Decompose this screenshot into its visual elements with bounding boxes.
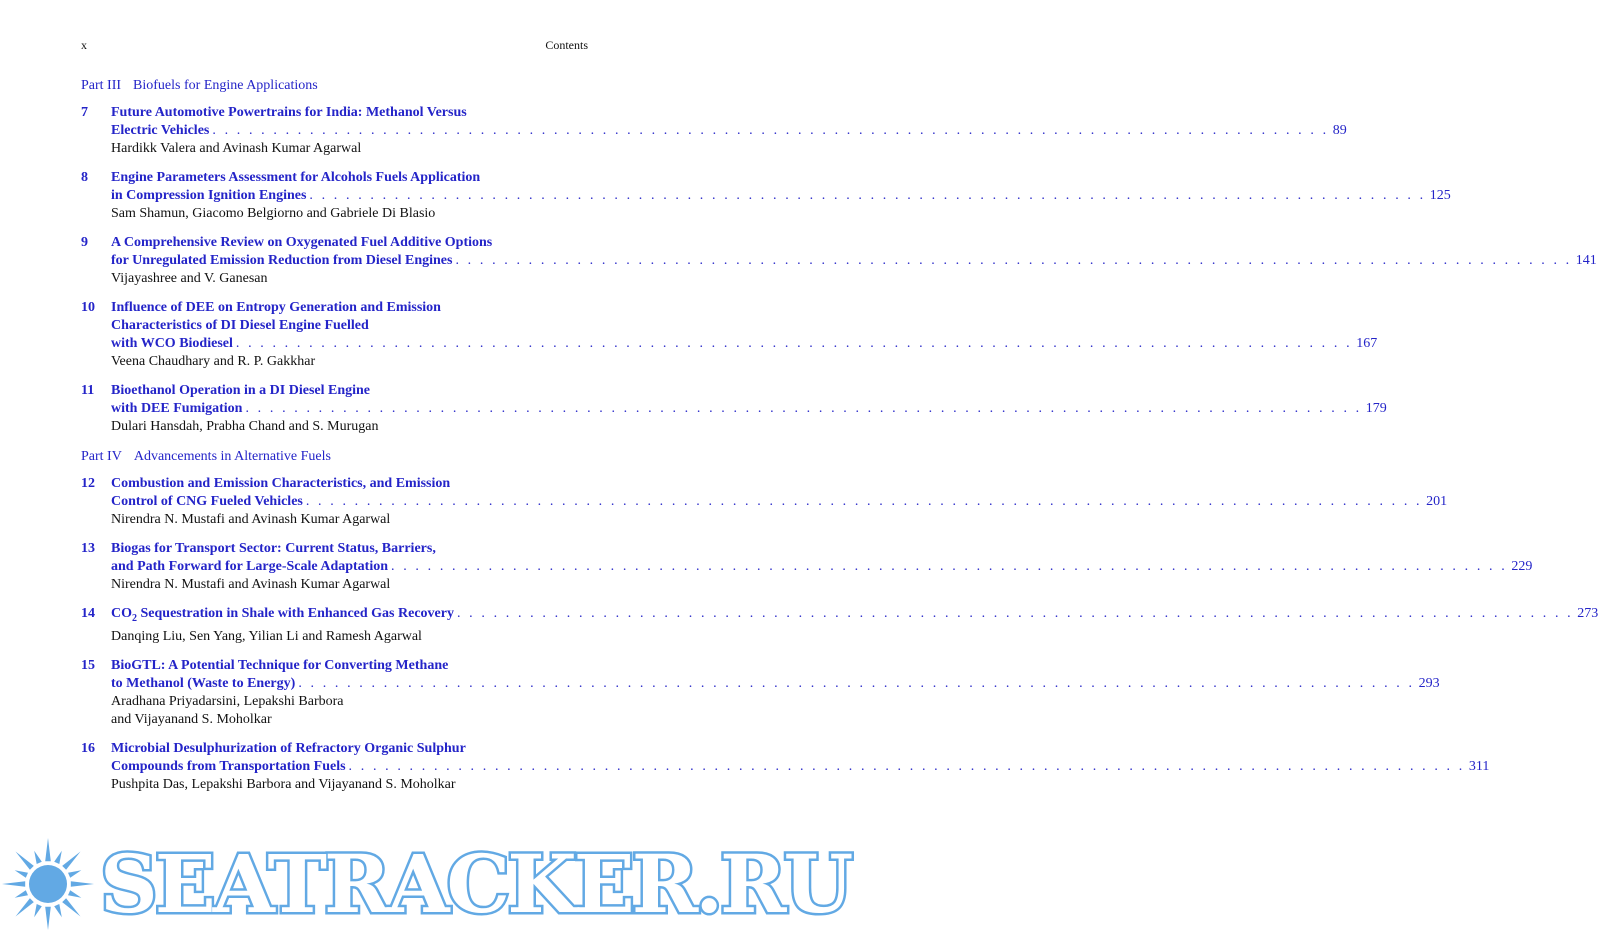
chapter-number: 16 bbox=[81, 740, 95, 756]
page-number-link[interactable]: 311 bbox=[1468, 758, 1490, 774]
chapter-authors: Pushpita Das, Lepakshi Barbora and Vijayanand S. Moholkar bbox=[111, 776, 456, 792]
chapter-title-end[interactable]: in Compression Ignition Engines bbox=[111, 188, 307, 203]
chapter-title-last-line[interactable] bbox=[111, 335, 1378, 353]
chapter-title-subscript: 2 bbox=[132, 612, 137, 624]
chapter-body bbox=[111, 104, 1347, 158]
page-number: x bbox=[81, 38, 87, 52]
chapter-number: 15 bbox=[81, 657, 95, 673]
chapter-title-last-line[interactable] bbox=[111, 400, 1387, 418]
chapter-authors: Sam Shamun, Giacomo Belgiorno and Gabriele Di Blasio bbox=[111, 206, 436, 221]
toc-entry[interactable] bbox=[81, 657, 1440, 729]
chapter-title-last-line[interactable] bbox=[111, 187, 1451, 205]
chapter-title-line[interactable]: Influence of DEE on Entropy Generation and Emission bbox=[111, 300, 441, 315]
chapter-number: 12 bbox=[81, 476, 95, 491]
chapter-number: 14 bbox=[81, 606, 95, 621]
chapter-body bbox=[111, 475, 1448, 529]
chapter-body bbox=[111, 169, 1451, 223]
chapter-title-line[interactable]: Characteristics of DI Diesel Engine Fuelled bbox=[111, 318, 369, 333]
chapter-title-line[interactable]: A Comprehensive Review on Oxygenated Fuel Additive Options bbox=[111, 235, 493, 250]
chapter-title-end[interactable]: Control of CNG Fueled Vehicles bbox=[111, 494, 303, 509]
page-number-link[interactable]: 201 bbox=[1426, 494, 1448, 509]
chapter-title-line[interactable]: Future Automotive Powertrains for India: Methanol Versus bbox=[111, 105, 467, 120]
page-number-link[interactable]: 293 bbox=[1418, 675, 1440, 691]
chapter-authors: Nirendra N. Mustafi and Avinash Kumar Agarwal bbox=[111, 512, 391, 527]
toc-entry[interactable] bbox=[81, 740, 1490, 794]
chapter-title-last-line[interactable] bbox=[111, 558, 1533, 576]
chapter-title-line[interactable]: Combustion and Emission Characteristics, and Emission bbox=[111, 476, 451, 491]
chapter-title-end[interactable]: with DEE Fumigation bbox=[111, 401, 243, 416]
chapter-title-end[interactable]: Compounds from Transportation Fuels bbox=[111, 758, 346, 774]
part-heading bbox=[81, 447, 588, 467]
chapter-title-part: Sequestration in Shale with Enhanced Gas Recovery bbox=[137, 606, 454, 621]
chapter-title-part: CO bbox=[111, 606, 132, 621]
part-label: Part IV bbox=[81, 449, 122, 464]
chapter-title-line[interactable]: Biogas for Transport Sector: Current Status, Barriers, bbox=[111, 541, 436, 556]
page-number-link[interactable]: 229 bbox=[1511, 559, 1533, 574]
chapter-title-end[interactable]: Electric Vehicles bbox=[111, 123, 210, 138]
dot-leader bbox=[349, 758, 1465, 776]
chapter-body bbox=[111, 540, 1533, 594]
dot-leader bbox=[309, 187, 1425, 205]
toc-entry[interactable] bbox=[81, 475, 1448, 529]
chapter-title-last-line[interactable] bbox=[111, 122, 1347, 140]
watermark-text: SEATRACKER.RU bbox=[100, 837, 851, 931]
chapter-body bbox=[111, 234, 1597, 288]
part-label: Part III bbox=[81, 78, 122, 93]
watermark bbox=[0, 826, 851, 933]
chapter-title-line[interactable]: BioGTL: A Potential Technique for Converting Methane bbox=[111, 657, 449, 673]
chapter-title-end[interactable]: to Methanol (Waste to Energy) bbox=[111, 675, 296, 691]
chapter-body bbox=[111, 657, 1440, 729]
chapter-number: 11 bbox=[81, 383, 95, 398]
chapter-authors: Danqing Liu, Sen Yang, Yilian Li and Ramesh Agarwal bbox=[111, 628, 422, 644]
chapter-title-end[interactable]: and Path Forward for Large-Scale Adaptation bbox=[111, 559, 389, 574]
chapter-number: 7 bbox=[81, 105, 88, 120]
chapter-title-last-line[interactable] bbox=[111, 605, 1598, 628]
part-title: Advancements in Alternative Fuels bbox=[133, 449, 331, 464]
chapter-title-line[interactable]: Engine Parameters Assessment for Alcohols Fuels Application bbox=[111, 170, 481, 185]
dot-leader bbox=[455, 252, 1571, 270]
chapter-authors: Vijayashree and V. Ganesan bbox=[111, 271, 268, 286]
chapter-title-last-line[interactable] bbox=[111, 252, 1597, 270]
chapter-body bbox=[111, 740, 1490, 794]
part-title: Biofuels for Engine Applications bbox=[133, 78, 318, 93]
chapter-number: 9 bbox=[81, 235, 88, 250]
page-number-link[interactable]: 89 bbox=[1332, 123, 1347, 138]
chapter-number: 8 bbox=[81, 170, 88, 185]
running-head: Contents bbox=[545, 38, 588, 52]
dot-leader bbox=[457, 605, 1573, 623]
page-number-link[interactable]: 125 bbox=[1429, 188, 1451, 203]
dot-leader bbox=[391, 558, 1507, 576]
dot-leader bbox=[212, 122, 1328, 140]
toc-entry[interactable] bbox=[81, 234, 1597, 288]
chapter-authors: Aradhana Priyadarsini, Lepakshi Barbora bbox=[111, 693, 344, 709]
toc-entry[interactable] bbox=[81, 382, 1387, 436]
table-of-contents bbox=[81, 76, 1598, 805]
toc-entry[interactable] bbox=[81, 169, 1451, 223]
chapter-title-end[interactable] bbox=[111, 605, 454, 628]
chapter-authors: Dulari Hansdah, Prabha Chand and S. Murugan bbox=[111, 419, 379, 434]
chapter-title-end[interactable]: with WCO Biodiesel bbox=[111, 336, 233, 351]
page-header bbox=[81, 38, 588, 53]
chapter-authors: and Vijayanand S. Moholkar bbox=[111, 711, 272, 727]
toc-entry[interactable] bbox=[81, 299, 1378, 371]
chapter-number: 10 bbox=[81, 300, 95, 315]
page-number-link[interactable]: 273 bbox=[1577, 606, 1598, 621]
toc-entry[interactable] bbox=[81, 605, 1598, 646]
toc-entry[interactable] bbox=[81, 540, 1533, 594]
dot-leader bbox=[298, 675, 1414, 693]
part-heading bbox=[81, 76, 588, 96]
sun-logo-icon bbox=[0, 832, 96, 932]
chapter-title-line[interactable]: Microbial Desulphurization of Refractory Organic Sulphur bbox=[111, 740, 466, 756]
chapter-title-end[interactable]: for Unregulated Emission Reduction from Diesel Engines bbox=[111, 253, 453, 268]
dot-leader bbox=[306, 493, 1422, 511]
chapter-number: 13 bbox=[81, 541, 95, 556]
chapter-authors: Nirendra N. Mustafi and Avinash Kumar Agarwal bbox=[111, 577, 391, 592]
chapter-authors: Veena Chaudhary and R. P. Gakkhar bbox=[111, 354, 316, 369]
chapter-authors: Hardikk Valera and Avinash Kumar Agarwal bbox=[111, 141, 362, 156]
chapter-title-last-line[interactable] bbox=[111, 675, 1440, 693]
chapter-title-last-line[interactable] bbox=[111, 493, 1448, 511]
chapter-body bbox=[111, 605, 1598, 646]
dot-leader bbox=[236, 335, 1352, 353]
chapter-body bbox=[111, 299, 1378, 371]
chapter-body bbox=[111, 382, 1387, 436]
page-number-link[interactable]: 179 bbox=[1365, 401, 1387, 416]
dot-leader bbox=[245, 400, 1361, 418]
page-number-link[interactable]: 167 bbox=[1356, 336, 1378, 351]
chapter-title-last-line[interactable] bbox=[111, 758, 1490, 776]
page-number-link[interactable]: 141 bbox=[1575, 253, 1597, 268]
chapter-title-line[interactable]: Bioethanol Operation in a DI Diesel Engine bbox=[111, 383, 371, 398]
toc-entry[interactable] bbox=[81, 104, 1347, 158]
